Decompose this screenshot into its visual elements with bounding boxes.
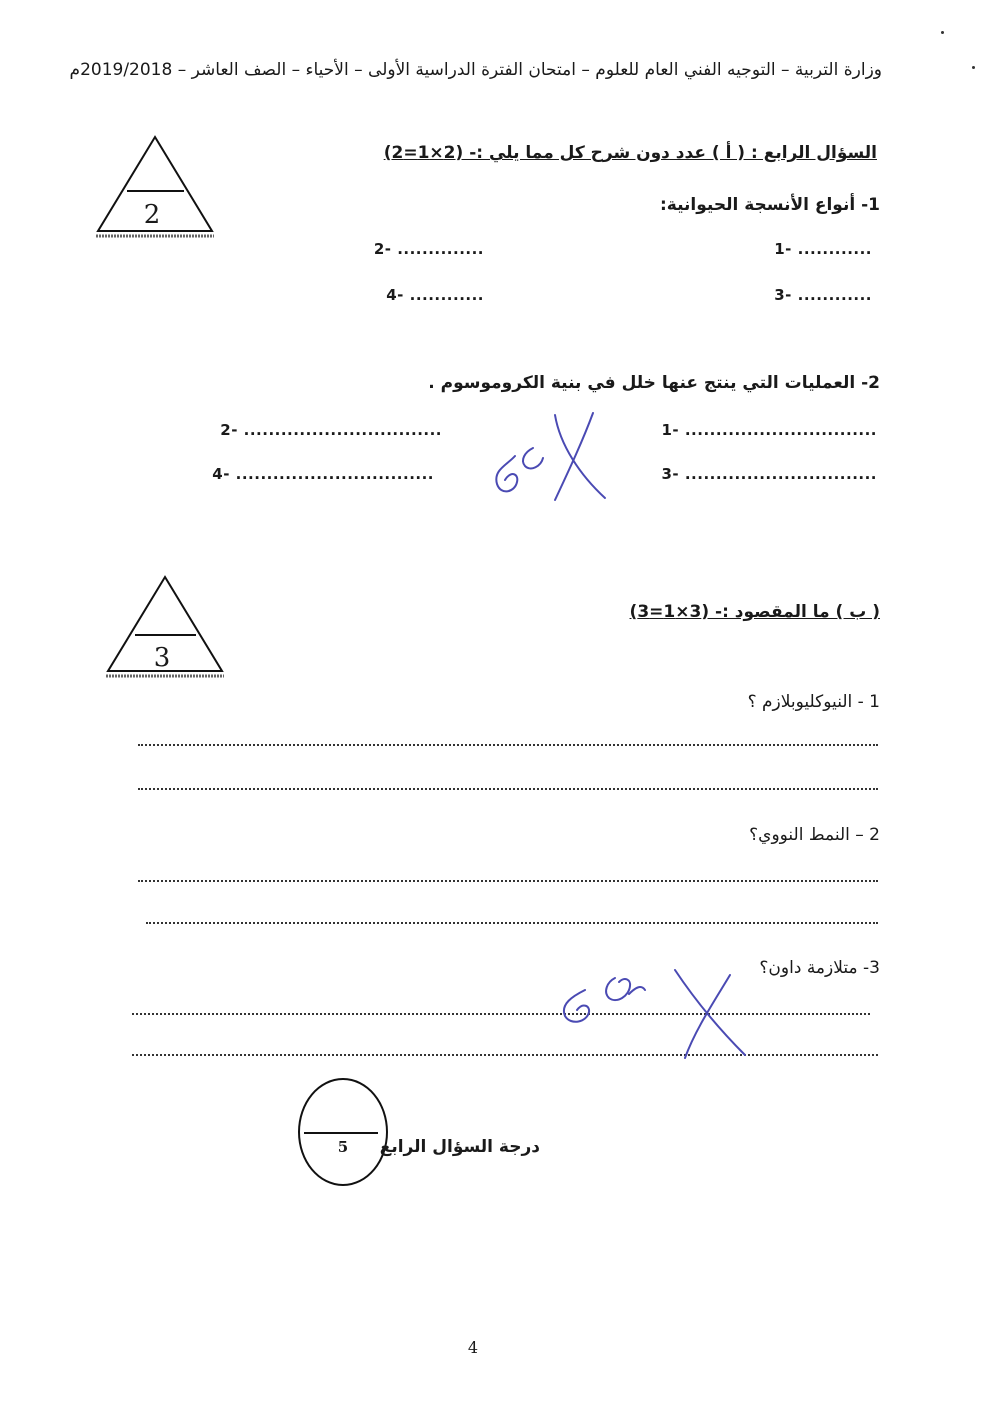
answer-blank[interactable]: 1- ............ [774, 240, 872, 258]
total-score-max: 5 [337, 1138, 349, 1156]
question-title: السؤال الرابع : ( أ ) عدد دون شرح كل مما يلي :- (2×1=2) [383, 143, 877, 163]
answer-line[interactable] [132, 1054, 878, 1056]
answer-blank[interactable]: 4- ................................ [212, 465, 434, 483]
answer-blank[interactable]: 1- ............................... [661, 421, 877, 439]
answer-blank[interactable]: 3- ............ [774, 286, 872, 304]
answer-line[interactable] [146, 922, 878, 924]
answer-line[interactable] [138, 744, 878, 746]
total-score-label: درجة السؤال الرابع [379, 1137, 540, 1157]
part-b-item-3: 3- متلازمة داون؟ [759, 958, 880, 978]
part-b-title: ( ب ) ما المقصود :- (3×1=3) [629, 602, 880, 622]
teacher-cross-mark [545, 960, 755, 1060]
part-b-item-1: 1 - النيوكليوبلازم ؟ [747, 692, 880, 712]
answer-line[interactable] [138, 788, 878, 790]
scan-speck [941, 31, 944, 34]
answer-blank[interactable]: 4- ............ [386, 286, 484, 304]
grade-part-a: 2 [143, 200, 161, 230]
answer-line[interactable] [132, 1013, 870, 1015]
page-number: 4 [467, 1338, 479, 1357]
teacher-cross-mark [485, 410, 625, 505]
answer-blank[interactable]: 2- .............. [373, 240, 484, 258]
item-2-title: 2- العمليات التي ينتج عنها خلل في بنية الكروموسوم . [428, 373, 880, 393]
exam-header: وزارة التربية – التوجيه الفني العام للعلوم – امتحان الفترة الدراسية الأولى – الأحياء – الصف العاشر – 2019/2018م [69, 60, 882, 80]
answer-blank[interactable]: 2- ................................ [220, 421, 442, 439]
answer-blank[interactable]: 3- ............................... [661, 465, 877, 483]
item-1-title: 1- أنواع الأنسجة الحيوانية: [659, 195, 880, 215]
score-fraction-bar [304, 1132, 378, 1134]
scan-speck [972, 66, 975, 69]
grade-part-b: 3 [153, 643, 171, 673]
answer-line[interactable] [138, 880, 878, 882]
part-b-item-2: 2 – النمط النووي؟ [749, 825, 880, 845]
